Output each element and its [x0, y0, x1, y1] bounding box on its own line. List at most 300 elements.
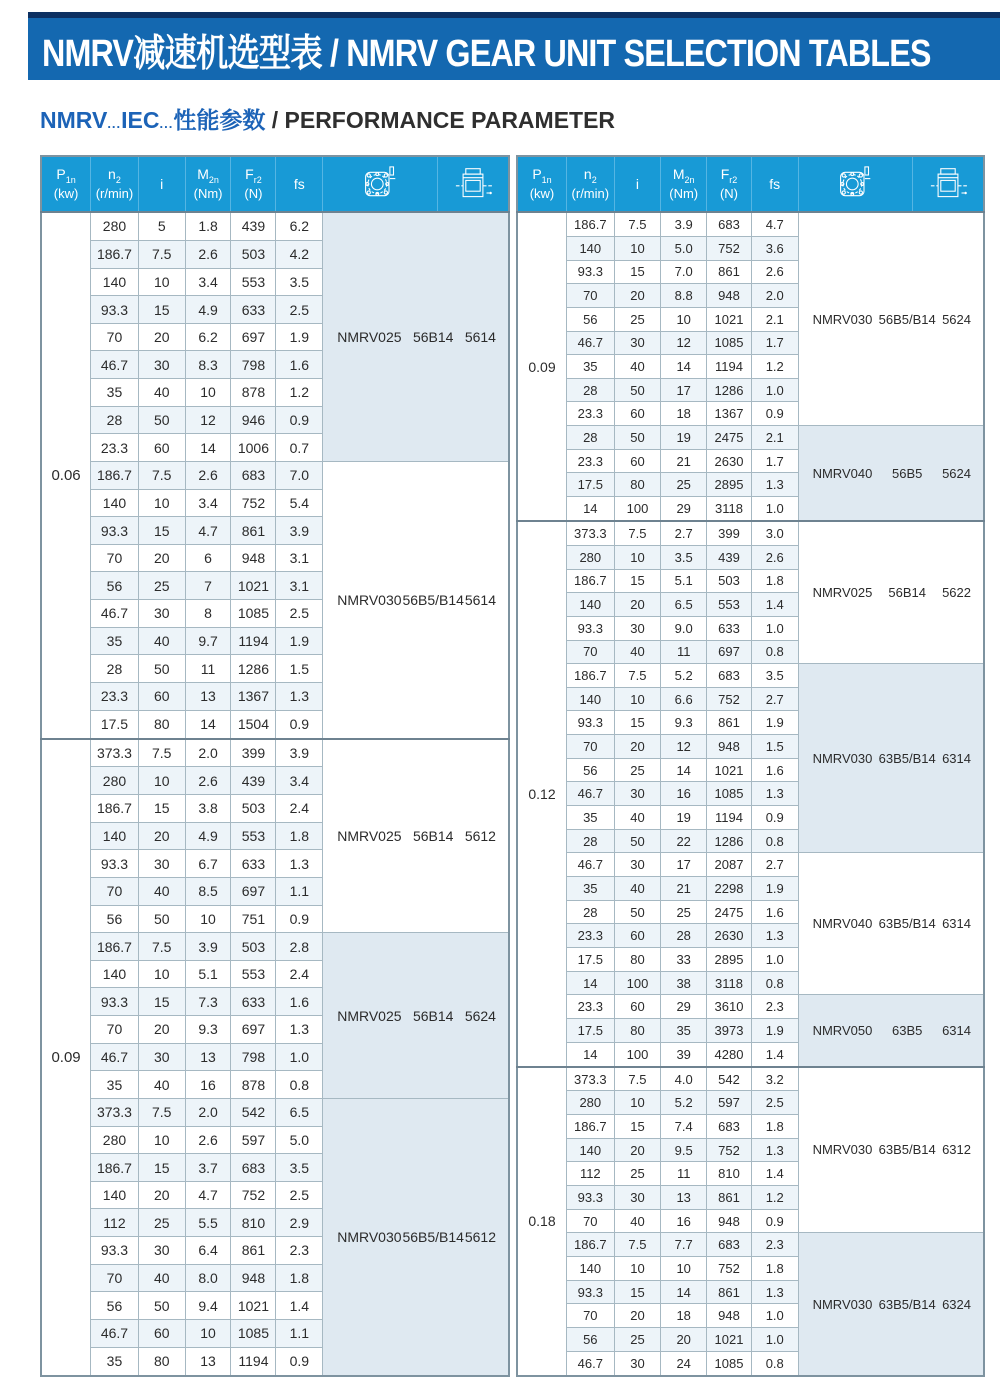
service-factor-cell: 3.9 [276, 517, 323, 545]
radial-load-cell: 683 [707, 664, 752, 688]
speed-cell: 140 [567, 593, 615, 617]
speed-cell: 56 [91, 1292, 139, 1320]
table-header [517, 156, 984, 212]
radial-load-cell: 503 [707, 569, 752, 593]
service-factor-cell: 1.3 [276, 850, 323, 878]
speed-cell: 140 [567, 1257, 615, 1281]
code-number: 5612 [464, 1228, 496, 1245]
ratio-cell: 7.5 [614, 521, 661, 545]
radial-load-cell: 503 [231, 795, 276, 823]
speed-cell: 28 [567, 829, 615, 853]
radial-load-cell: 542 [231, 1098, 276, 1126]
torque-cell: 19 [661, 806, 707, 830]
flange-size: 63B5/B14 [878, 750, 936, 766]
ratio-cell: 20 [138, 1181, 185, 1209]
radial-load-cell: 542 [707, 1067, 752, 1091]
speed-cell: 140 [91, 489, 139, 517]
speed-cell: 70 [567, 1209, 615, 1233]
torque-cell: 3.4 [185, 489, 231, 517]
ratio-cell: 50 [614, 426, 661, 450]
speed-cell: 280 [567, 545, 615, 569]
selection-table-right [516, 155, 985, 1377]
torque-cell: 7.7 [661, 1233, 707, 1257]
torque-cell: 9.3 [185, 1016, 231, 1044]
torque-cell: 11 [661, 640, 707, 664]
ratio-header [138, 156, 185, 212]
speed-cell: 70 [91, 323, 139, 351]
ratio-cell: 30 [614, 1186, 661, 1210]
service-factor-cell: 1.9 [276, 627, 323, 655]
torque-cell: 8.0 [185, 1264, 231, 1292]
speed-cell: 56 [91, 572, 139, 600]
ratio-cell: 40 [138, 627, 185, 655]
service-factor-cell: 1.5 [276, 655, 323, 683]
torque-cell: 11 [185, 655, 231, 683]
service-factor-cell: 3.0 [751, 521, 798, 545]
service-factor-cell: 1.0 [751, 497, 798, 521]
ratio-cell: 10 [614, 1091, 661, 1115]
radial-load-cell: 597 [231, 1126, 276, 1154]
torque-cell: 14 [661, 758, 707, 782]
header-symbol: fs [769, 175, 781, 192]
service-factor-cell: 1.0 [751, 948, 798, 972]
speed-cell: 35 [91, 627, 139, 655]
flange-size: 56B14 [412, 827, 454, 844]
ratio-cell: 7.5 [614, 1233, 661, 1257]
speed-cell: 280 [91, 767, 139, 795]
torque-cell: 35 [661, 1019, 707, 1043]
header-subscript: r2 [253, 175, 262, 186]
ratio-cell: 10 [614, 1257, 661, 1281]
table-row [517, 426, 984, 450]
model-name: NMRV025 [337, 827, 402, 844]
flange-size: 56B14 [412, 1007, 454, 1024]
torque-cell: 18 [661, 1304, 707, 1328]
speed-cell: 35 [567, 355, 615, 379]
ratio-cell: 30 [138, 1043, 185, 1071]
header-unit: (N) [244, 186, 263, 201]
speed-cell: 373.3 [91, 739, 139, 767]
service-factor-cell: 1.3 [751, 924, 798, 948]
radial-load-cell: 798 [231, 351, 276, 379]
model-cell [798, 664, 984, 853]
torque-cell: 33 [661, 948, 707, 972]
model-info [337, 828, 496, 844]
speed-cell: 186.7 [567, 1233, 615, 1257]
speed-cell: 35 [91, 379, 139, 407]
radial-load-cell: 1367 [231, 682, 276, 710]
service-factor-cell: 1.6 [751, 758, 798, 782]
header-subscript: 2n [684, 175, 695, 186]
torque-cell: 7 [185, 572, 231, 600]
speed-cell: 70 [91, 1016, 139, 1044]
radial-load-cell: 1194 [231, 627, 276, 655]
model-cell [798, 1233, 984, 1376]
service-factor-cell: 2.5 [276, 600, 323, 628]
table-row [517, 995, 984, 1019]
ratio-cell: 30 [614, 853, 661, 877]
ratio-cell: 5 [138, 212, 185, 240]
ratio-cell: 100 [614, 1042, 661, 1066]
ratio-cell: 40 [614, 877, 661, 901]
model-cell [323, 461, 509, 738]
torque-cell: 10 [661, 1257, 707, 1281]
ratio-cell: 15 [138, 517, 185, 545]
subtitle-series: NMRV [40, 107, 108, 133]
speed-cell: 70 [91, 1264, 139, 1292]
flange-size: 56B5/B14 [878, 311, 936, 327]
subtitle-cn: 性能参数 [173, 107, 266, 133]
ratio-cell: 50 [614, 378, 661, 402]
radial-load-cell: 1286 [707, 829, 752, 853]
torque-cell: 5.0 [661, 236, 707, 260]
torque-cell: 7.4 [661, 1115, 707, 1139]
service-factor-cell: 1.3 [276, 1016, 323, 1044]
ratio-cell: 10 [614, 687, 661, 711]
torque-cell: 5.5 [185, 1209, 231, 1237]
speed-cell: 186.7 [91, 240, 139, 268]
speed-cell: 46.7 [567, 1351, 615, 1376]
speed-cell: 35 [91, 1347, 139, 1376]
ratio-cell: 40 [614, 355, 661, 379]
ratio-cell: 15 [614, 260, 661, 284]
gearbox-front-view-icon [323, 156, 438, 212]
ratio-cell: 10 [138, 767, 185, 795]
service-factor-cell: 3.6 [751, 236, 798, 260]
radial-load-cell: 503 [231, 933, 276, 961]
torque-cell: 18 [661, 402, 707, 426]
ratio-cell: 10 [138, 268, 185, 296]
service-factor-cell: 0.8 [751, 640, 798, 664]
speed-cell: 93.3 [91, 850, 139, 878]
torque-cell: 7.3 [185, 988, 231, 1016]
ratio-cell: 60 [138, 1319, 185, 1347]
header-symbol: $P_{1n}$ [532, 166, 552, 186]
radial-load-cell: 503 [231, 240, 276, 268]
radial-load-cell: 751 [231, 905, 276, 933]
speed-cell: 93.3 [567, 1280, 615, 1304]
torque-cell: 5.2 [661, 664, 707, 688]
radial-load-cell: 2895 [707, 948, 752, 972]
radial-load-cell: 553 [231, 960, 276, 988]
service-factor-cell: 1.2 [276, 379, 323, 407]
ratio-cell: 10 [614, 236, 661, 260]
speed-cell: 56 [567, 758, 615, 782]
speed-cell: 46.7 [91, 600, 139, 628]
service-factor-cell: 0.9 [751, 1209, 798, 1233]
service-factor-cell: 6.2 [276, 212, 323, 240]
radial-load-cell: 683 [707, 1233, 752, 1257]
torque-cell: 2.6 [185, 767, 231, 795]
code-number: 5614 [464, 591, 496, 608]
torque-cell: 3.4 [185, 268, 231, 296]
service-factor-cell: 3.5 [751, 664, 798, 688]
service-factor-cell: 3.2 [751, 1067, 798, 1091]
selection-table-left [40, 155, 510, 1377]
speed-cell: 186.7 [567, 1115, 615, 1139]
model-name: NMRV030 [337, 1228, 402, 1245]
torque-cell: 20 [661, 1328, 707, 1352]
speed-cell: 140 [567, 236, 615, 260]
torque-cell: 2.7 [661, 521, 707, 545]
table-row [517, 853, 984, 877]
speed-cell: 186.7 [91, 933, 139, 961]
table-row [41, 1098, 509, 1126]
service-factor-cell: 1.1 [276, 877, 323, 905]
code-number: 6312 [942, 1142, 971, 1158]
ratio-cell: 7.5 [614, 212, 661, 236]
ratio-cell: 7.5 [138, 240, 185, 268]
radial-load-cell: 439 [231, 212, 276, 240]
torque-cell: 2.0 [185, 739, 231, 767]
header-symbol: i [160, 175, 164, 192]
service-factor-cell: 2.0 [751, 284, 798, 308]
service-factor-cell: 1.2 [751, 1186, 798, 1210]
speed-cell: 17.5 [567, 1019, 615, 1043]
model-info [813, 1142, 971, 1157]
speed-cell: 373.3 [567, 521, 615, 545]
ratio-cell: 100 [614, 497, 661, 521]
radial-load-cell: 633 [231, 296, 276, 324]
speed-cell: 17.5 [91, 710, 139, 738]
model-name: NMRV030 [812, 1142, 873, 1158]
radial-load-cell: 597 [707, 1091, 752, 1115]
torque-cell: 10 [185, 379, 231, 407]
service-factor-cell: 1.6 [276, 988, 323, 1016]
radial-load-cell: 878 [231, 379, 276, 407]
speed-cell: 93.3 [567, 1186, 615, 1210]
speed-cell: 93.3 [567, 711, 615, 735]
torque-cell: 16 [661, 1209, 707, 1233]
radial-load-cell: 752 [231, 489, 276, 517]
flange-size: 56B5/B14 [402, 1228, 464, 1245]
radial-load-cell: 633 [231, 850, 276, 878]
code-number: 6314 [942, 1022, 971, 1038]
section-subtitle [40, 102, 1000, 135]
radial-load-cell: 683 [231, 461, 276, 489]
speed-cell: 373.3 [567, 1067, 615, 1091]
torque-cell: 3.9 [185, 933, 231, 961]
radial-load-cell: 810 [707, 1162, 752, 1186]
code-number: 5622 [942, 585, 971, 601]
service-factor-cell: 1.2 [751, 355, 798, 379]
table-row [41, 461, 509, 489]
speed-cell: 70 [91, 877, 139, 905]
radial-load-cell: 948 [231, 544, 276, 572]
ratio-cell: 10 [138, 1126, 185, 1154]
speed-cell: 93.3 [91, 1237, 139, 1265]
ratio-cell: 15 [614, 1280, 661, 1304]
radial-load-cell: 3118 [707, 971, 752, 995]
ratio-cell: 30 [614, 331, 661, 355]
ratio-cell: 30 [138, 850, 185, 878]
ratio-cell: 100 [614, 971, 661, 995]
model-info [337, 592, 496, 608]
code-number: 6314 [942, 750, 971, 766]
radial-load-cell: 2087 [707, 853, 752, 877]
torque-cell: 16 [661, 782, 707, 806]
code-number: 5624 [942, 311, 971, 327]
radial-load-cell: 1085 [231, 600, 276, 628]
radial-load-cell: 1085 [707, 1351, 752, 1376]
service-factor-cell: 1.4 [751, 1042, 798, 1066]
service-factor-cell: 1.0 [751, 1304, 798, 1328]
model-cell [798, 1067, 984, 1233]
header-unit: (r/min) [571, 186, 610, 201]
speed-cell: 46.7 [567, 782, 615, 806]
gearbox-side-view-icon [913, 156, 985, 212]
header-symbol: $n_2$ [108, 166, 121, 186]
ratio-cell: 40 [138, 379, 185, 407]
radial-load-cell: 683 [707, 1115, 752, 1139]
header-symbol: $F_{r2}$ [720, 166, 738, 186]
table-row [41, 212, 509, 240]
speed-cell: 373.3 [91, 1098, 139, 1126]
torque-cell: 4.9 [185, 296, 231, 324]
speed-cell: 14 [567, 971, 615, 995]
speed-cell: 186.7 [91, 795, 139, 823]
model-cell [798, 853, 984, 995]
speed-cell: 46.7 [91, 1319, 139, 1347]
speed-cell: 70 [567, 640, 615, 664]
ratio-cell: 30 [614, 782, 661, 806]
radial-load-cell: 861 [231, 517, 276, 545]
header-symbol: $n_2$ [583, 166, 597, 186]
radial-load-cell: 861 [707, 711, 752, 735]
service-factor-cell: 2.7 [751, 687, 798, 711]
service-factor-cell: 1.3 [276, 682, 323, 710]
service-factor-cell: 3.4 [276, 767, 323, 795]
speed-cell: 280 [567, 1091, 615, 1115]
torque-cell: 38 [661, 971, 707, 995]
radial-load-cell: 948 [707, 735, 752, 759]
radial-load-cell: 683 [707, 212, 752, 236]
radial-load-cell: 633 [231, 988, 276, 1016]
torque-cell: 9.3 [661, 711, 707, 735]
ratio-cell: 60 [614, 449, 661, 473]
radial-load-cell: 1194 [231, 1347, 276, 1376]
header-symbol: i [635, 175, 640, 192]
ratio-cell: 80 [138, 710, 185, 738]
flange-size: 56B14 [412, 328, 454, 345]
ratio-cell: 25 [614, 307, 661, 331]
radial-load-cell: 1085 [707, 782, 752, 806]
service-factor-cell: 1.3 [751, 1280, 798, 1304]
header-unit: (Nm) [669, 186, 699, 201]
radial-load-cell: 3118 [707, 497, 752, 521]
radial-load-cell: 1021 [707, 307, 752, 331]
table-row [41, 933, 509, 961]
torque-cell: 9.7 [185, 627, 231, 655]
radial-load-cell: 697 [231, 323, 276, 351]
speed-cell: 280 [91, 212, 139, 240]
speed-cell: 93.3 [567, 260, 615, 284]
service-factor-cell: 1.0 [276, 1043, 323, 1071]
header-subscript: 2 [591, 175, 597, 186]
power-rating-cell: 0.06 [41, 212, 91, 739]
gearbox-side-view-icon [913, 166, 983, 202]
subtitle-en: PERFORMANCE PARAMETER [284, 107, 616, 133]
ratio-cell: 50 [138, 905, 185, 933]
torque-cell: 5.2 [661, 1091, 707, 1115]
torque-header [661, 156, 707, 212]
model-info [813, 466, 971, 481]
subtitle-iec: IEC [121, 107, 160, 133]
radial-load-cell: 3973 [707, 1019, 752, 1043]
speed-cell: 93.3 [91, 296, 139, 324]
model-name: NMRV030 [337, 591, 402, 608]
header-unit: (N) [719, 186, 739, 201]
speed-cell: 46.7 [91, 1043, 139, 1071]
model-cell [798, 521, 984, 664]
power-header [517, 156, 567, 212]
model-cell [323, 1098, 509, 1376]
torque-cell: 39 [661, 1042, 707, 1066]
radial-load-cell: 878 [231, 1071, 276, 1099]
table-body [517, 212, 984, 1376]
radial-load-cell: 439 [707, 545, 752, 569]
ratio-cell: 40 [138, 1264, 185, 1292]
power-rating-cell: 0.09 [41, 739, 91, 1377]
speed-cell: 56 [567, 307, 615, 331]
radial-load-cell: 1194 [707, 355, 752, 379]
header-subscript: 2 [115, 175, 121, 186]
table-body [41, 212, 509, 1376]
radial-load-cell: 861 [707, 1186, 752, 1210]
service-factor-cell: 3.5 [276, 1154, 323, 1182]
speed-cell: 14 [567, 1042, 615, 1066]
torque-cell: 14 [185, 710, 231, 738]
radial-load-cell: 1085 [231, 1319, 276, 1347]
torque-cell: 10 [661, 307, 707, 331]
radial-load-cell: 553 [231, 822, 276, 850]
service-factor-cell: 1.8 [751, 1257, 798, 1281]
ratio-cell: 40 [138, 877, 185, 905]
service-factor-cell: 2.3 [751, 995, 798, 1019]
speed-cell: 46.7 [567, 331, 615, 355]
speed-cell: 46.7 [567, 853, 615, 877]
torque-cell: 10 [185, 1319, 231, 1347]
ratio-cell: 40 [614, 806, 661, 830]
ratio-cell: 20 [138, 822, 185, 850]
service-factor-cell: 1.4 [751, 593, 798, 617]
torque-cell: 2.0 [185, 1098, 231, 1126]
ratio-cell: 15 [138, 795, 185, 823]
radial-load-cell: 3610 [707, 995, 752, 1019]
header-symbol: $M_{2n}$ [197, 166, 219, 186]
service-factor-cell: 2.1 [751, 307, 798, 331]
torque-cell: 6.2 [185, 323, 231, 351]
torque-cell: 12 [185, 406, 231, 434]
radial-load-header [231, 156, 276, 212]
speed-cell: 28 [567, 900, 615, 924]
radial-load-cell: 399 [231, 739, 276, 767]
table-header [41, 156, 509, 212]
service-factor-cell: 5.4 [276, 489, 323, 517]
header-row [517, 156, 984, 212]
radial-load-cell: 752 [707, 1138, 752, 1162]
model-info [813, 751, 971, 766]
ratio-cell: 60 [614, 402, 661, 426]
ratio-cell: 30 [138, 600, 185, 628]
flange-size: 63B5/B14 [878, 916, 936, 932]
ratio-cell: 15 [138, 1154, 185, 1182]
gearbox-front-view-icon [323, 166, 437, 202]
speed-cell: 140 [91, 960, 139, 988]
ratio-cell: 50 [138, 1292, 185, 1320]
gearbox-side-view-icon [438, 166, 508, 202]
service-factor-cell: 1.9 [276, 323, 323, 351]
